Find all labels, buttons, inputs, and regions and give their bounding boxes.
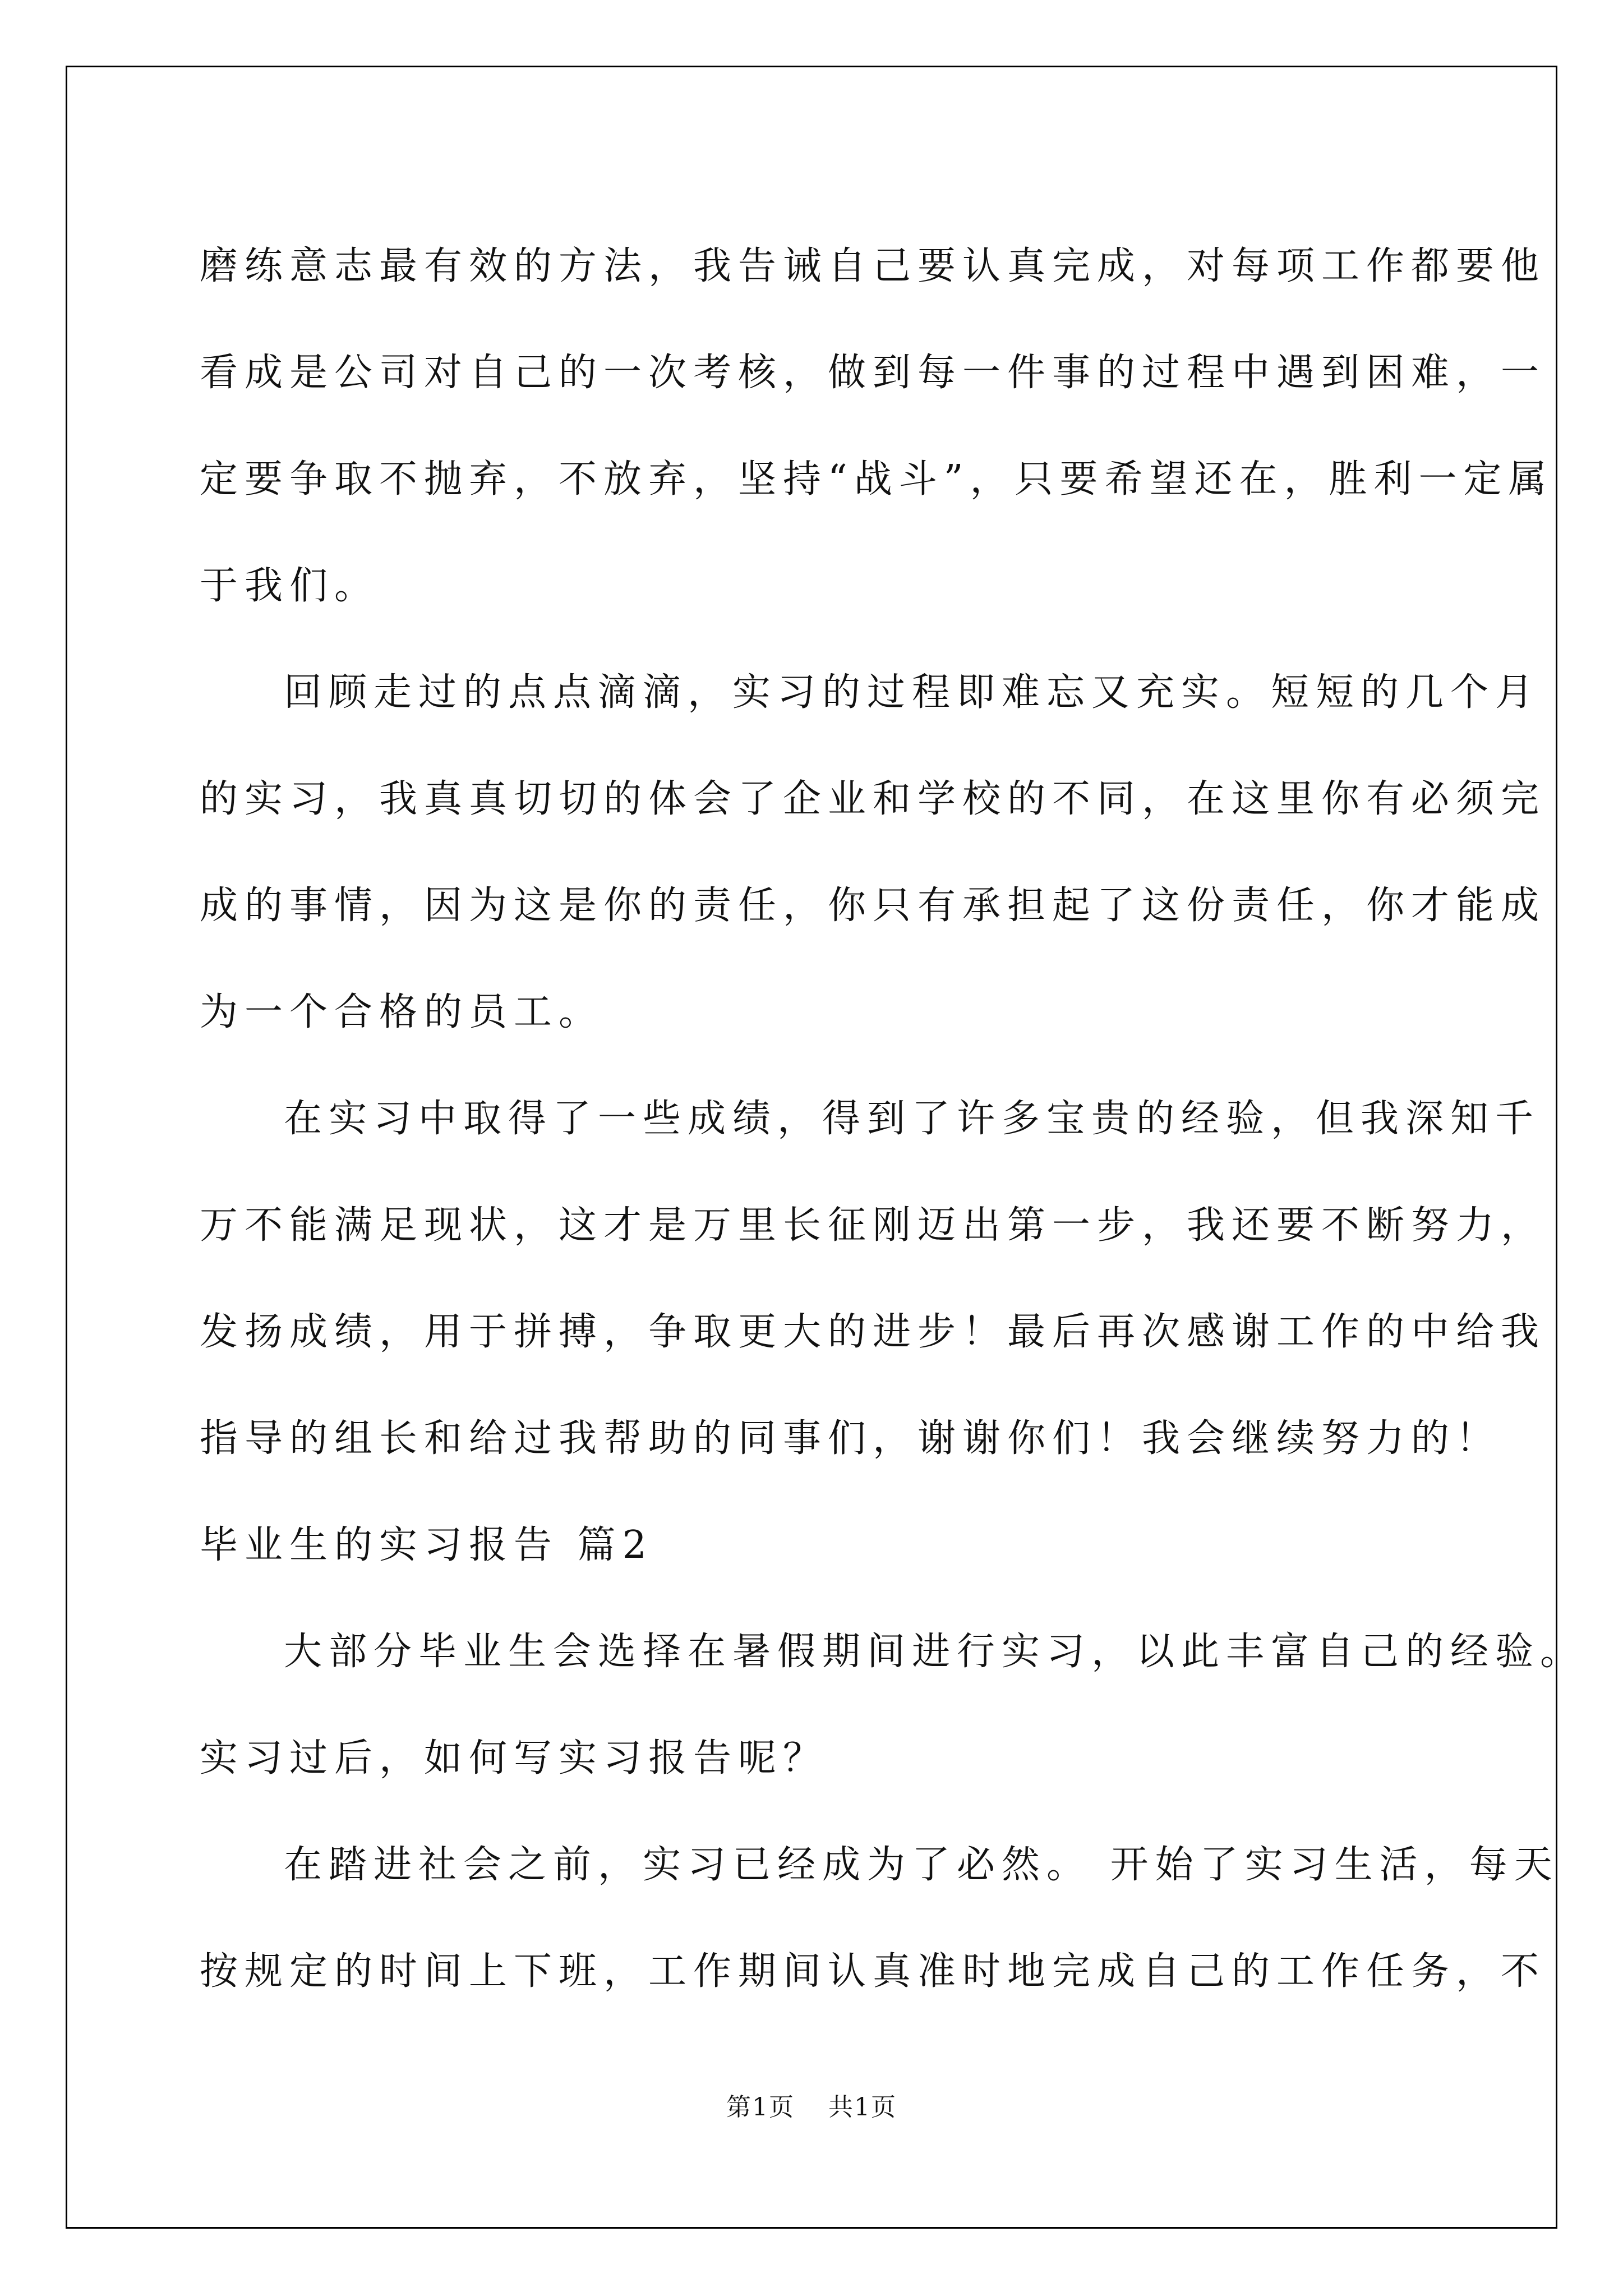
paragraph-3-line: 在实习中取得了一些成绩，得到了许多宝贵的经验，但我深知千 <box>284 1097 1541 1141</box>
paragraph-5-line: 按规定的时间上下班，工作期间认真准时地完成自己的工作任务，不 <box>200 1949 1546 1994</box>
document-body <box>200 213 1585 2025</box>
section-heading: 毕业生的实习报告 篇2 <box>200 1523 653 1567</box>
paragraph-5-line: 在踏进社会之前，实习已经成为了必然。 开始了实习生活，每天 <box>284 1843 1559 1887</box>
paragraph-4-line: 实习过后，如何写实习报告呢？ <box>200 1736 828 1780</box>
paragraph-1-line: 看成是公司对自己的一次考核，做到每一件事的过程中遇到困难，一 <box>200 351 1546 395</box>
paragraph-2-line: 的实习，我真真切切的体会了企业和学校的不同，在这里你有必须完 <box>200 777 1546 821</box>
page-footer <box>0 2087 1623 2123</box>
paragraph-3-line: 发扬成绩，用于拼搏，争取更大的进步！最后再次感谢工作的中给我 <box>200 1310 1546 1354</box>
paragraph-2-line: 回顾走过的点点滴滴，实习的过程即难忘又充实。短短的几个月 <box>284 670 1541 715</box>
page-number-current: 第1页 <box>726 2093 795 2122</box>
paragraph-1-line: 于我们。 <box>200 564 380 608</box>
page-number-total: 共1页 <box>828 2093 897 2122</box>
paragraph-2-line: 成的事情，因为这是你的责任，你只有承担起了这份责任，你才能成 <box>200 884 1546 928</box>
paragraph-3-line: 万不能满足现状，这才是万里长征刚迈出第一步，我还要不断努力， <box>200 1203 1546 1248</box>
paragraph-4-line: 大部分毕业生会选择在暑假期间进行实习，以此丰富自己的经验。 <box>284 1630 1585 1674</box>
paragraph-2-line: 为一个合格的员工。 <box>200 990 604 1034</box>
paragraph-3-line: 指导的组长和给过我帮助的同事们，谢谢你们！我会继续努力的！ <box>200 1416 1501 1461</box>
paragraph-1-line: 定要争取不抛弃，不放弃，坚持“战斗”，只要希望还在，胜利一定属 <box>200 457 1553 501</box>
paragraph-1-line: 磨练意志最有效的方法，我告诫自己要认真完成，对每项工作都要他 <box>200 244 1546 288</box>
